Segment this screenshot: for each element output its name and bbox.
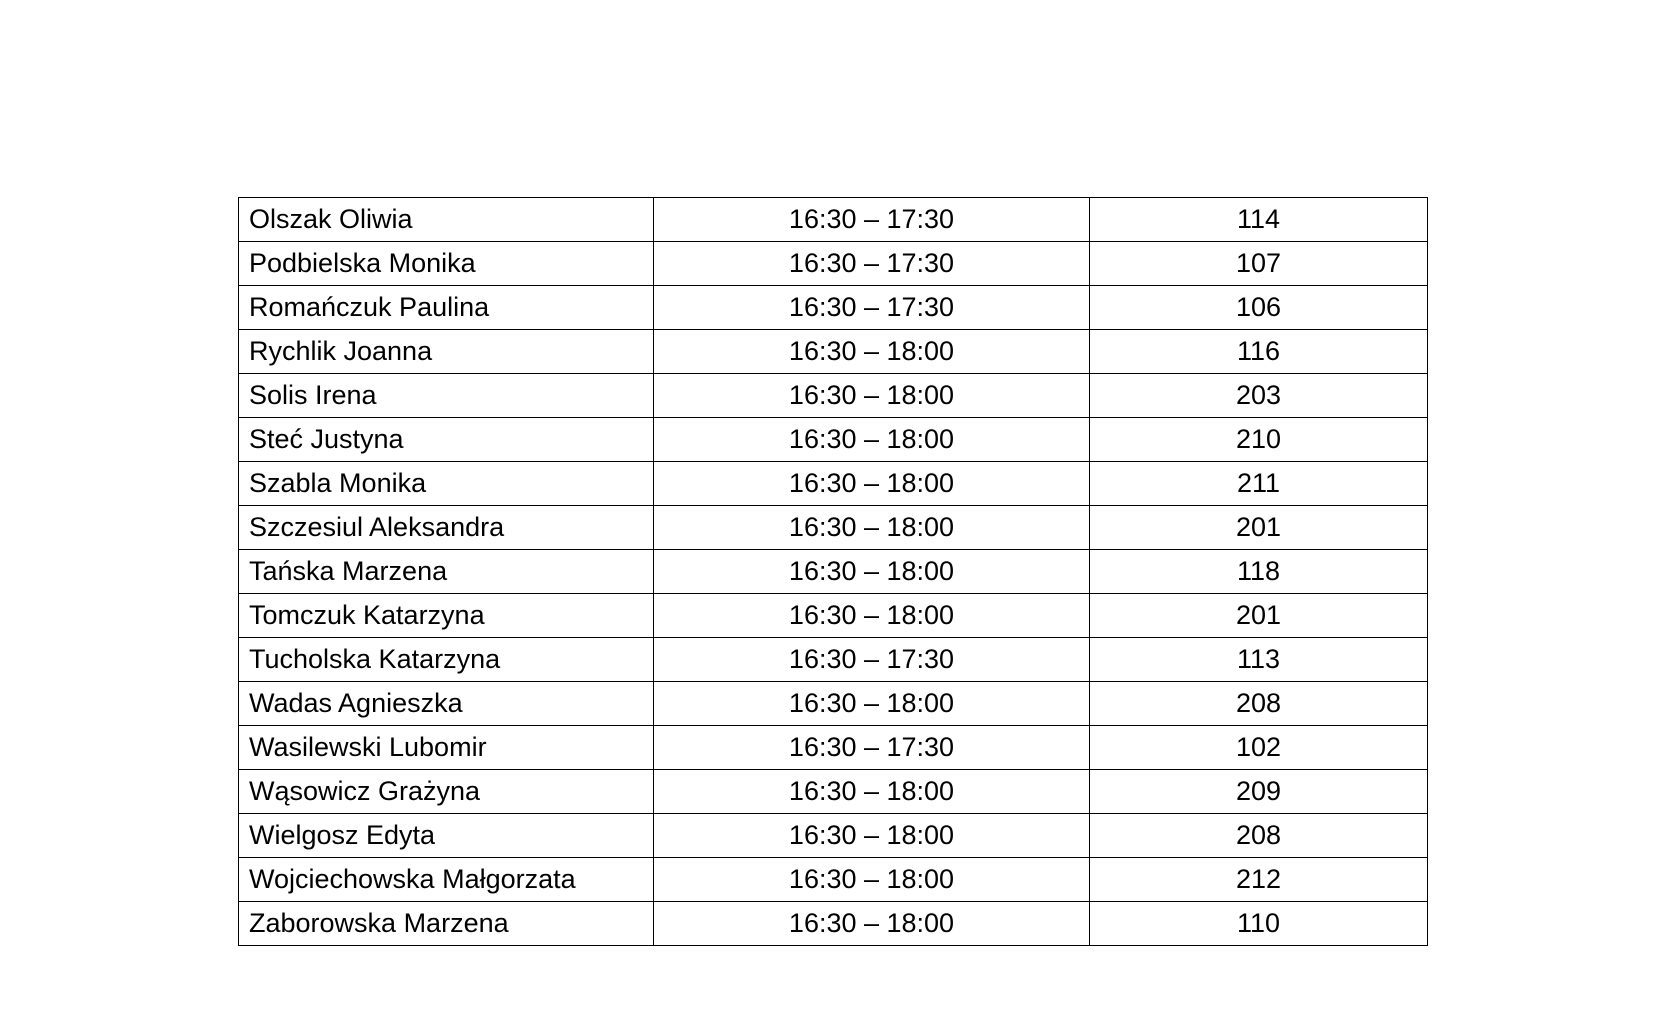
table-row: [239, 330, 1428, 374]
room-number-cell: 116: [1090, 330, 1428, 374]
hours-cell: 16:30 – 17:30: [654, 638, 1090, 682]
room-number-cell: 107: [1090, 242, 1428, 286]
room-number-cell: 110: [1090, 902, 1428, 946]
room-number-cell: 208: [1090, 682, 1428, 726]
hours-cell: 16:30 – 18:00: [654, 330, 1090, 374]
table-row: [239, 506, 1428, 550]
table-row: [239, 858, 1428, 902]
hours-cell: 16:30 – 18:00: [654, 550, 1090, 594]
table-row: [239, 550, 1428, 594]
room-number-cell: 114: [1090, 198, 1428, 242]
hours-cell: 16:30 – 17:30: [654, 242, 1090, 286]
teacher-name-cell: Wojciechowska Małgorzata: [239, 858, 654, 902]
teacher-name-cell: Tucholska Katarzyna: [239, 638, 654, 682]
hours-cell: 16:30 – 18:00: [654, 418, 1090, 462]
table-row: [239, 814, 1428, 858]
room-number-cell: 212: [1090, 858, 1428, 902]
table-row: [239, 594, 1428, 638]
teacher-name-cell: Wielgosz Edyta: [239, 814, 654, 858]
room-number-cell: 106: [1090, 286, 1428, 330]
teacher-name-cell: Podbielska Monika: [239, 242, 654, 286]
hours-cell: 16:30 – 18:00: [654, 770, 1090, 814]
room-number-cell: 102: [1090, 726, 1428, 770]
teacher-name-cell: Olszak Oliwia: [239, 198, 654, 242]
room-number-cell: 211: [1090, 462, 1428, 506]
schedule-table-body: [239, 198, 1428, 946]
table-row: [239, 418, 1428, 462]
table-row: [239, 902, 1428, 946]
schedule-table: [238, 197, 1428, 946]
table-row: [239, 462, 1428, 506]
room-number-cell: 118: [1090, 550, 1428, 594]
hours-cell: 16:30 – 18:00: [654, 462, 1090, 506]
table-row: [239, 374, 1428, 418]
table-row: [239, 682, 1428, 726]
teacher-name-cell: Solis Irena: [239, 374, 654, 418]
table-row: [239, 770, 1428, 814]
teacher-name-cell: Rychlik Joanna: [239, 330, 654, 374]
room-number-cell: 209: [1090, 770, 1428, 814]
room-number-cell: 210: [1090, 418, 1428, 462]
teacher-name-cell: Szabla Monika: [239, 462, 654, 506]
hours-cell: 16:30 – 18:00: [654, 902, 1090, 946]
hours-cell: 16:30 – 18:00: [654, 858, 1090, 902]
hours-cell: 16:30 – 17:30: [654, 198, 1090, 242]
room-number-cell: 201: [1090, 506, 1428, 550]
room-number-cell: 208: [1090, 814, 1428, 858]
teacher-name-cell: Wąsowicz Grażyna: [239, 770, 654, 814]
teacher-name-cell: Romańczuk Paulina: [239, 286, 654, 330]
teacher-name-cell: Steć Justyna: [239, 418, 654, 462]
teacher-name-cell: Tańska Marzena: [239, 550, 654, 594]
teacher-name-cell: Wasilewski Lubomir: [239, 726, 654, 770]
teacher-name-cell: Tomczuk Katarzyna: [239, 594, 654, 638]
table-row: [239, 286, 1428, 330]
teacher-name-cell: Wadas Agnieszka: [239, 682, 654, 726]
table-row: [239, 726, 1428, 770]
table-row: [239, 242, 1428, 286]
room-number-cell: 201: [1090, 594, 1428, 638]
table-row: [239, 638, 1428, 682]
table-row: [239, 198, 1428, 242]
hours-cell: 16:30 – 18:00: [654, 506, 1090, 550]
hours-cell: 16:30 – 18:00: [654, 374, 1090, 418]
hours-cell: 16:30 – 17:30: [654, 286, 1090, 330]
room-number-cell: 203: [1090, 374, 1428, 418]
hours-cell: 16:30 – 18:00: [654, 594, 1090, 638]
teacher-name-cell: Szczesiul Aleksandra: [239, 506, 654, 550]
hours-cell: 16:30 – 17:30: [654, 726, 1090, 770]
teacher-name-cell: Zaborowska Marzena: [239, 902, 654, 946]
hours-cell: 16:30 – 18:00: [654, 682, 1090, 726]
room-number-cell: 113: [1090, 638, 1428, 682]
hours-cell: 16:30 – 18:00: [654, 814, 1090, 858]
